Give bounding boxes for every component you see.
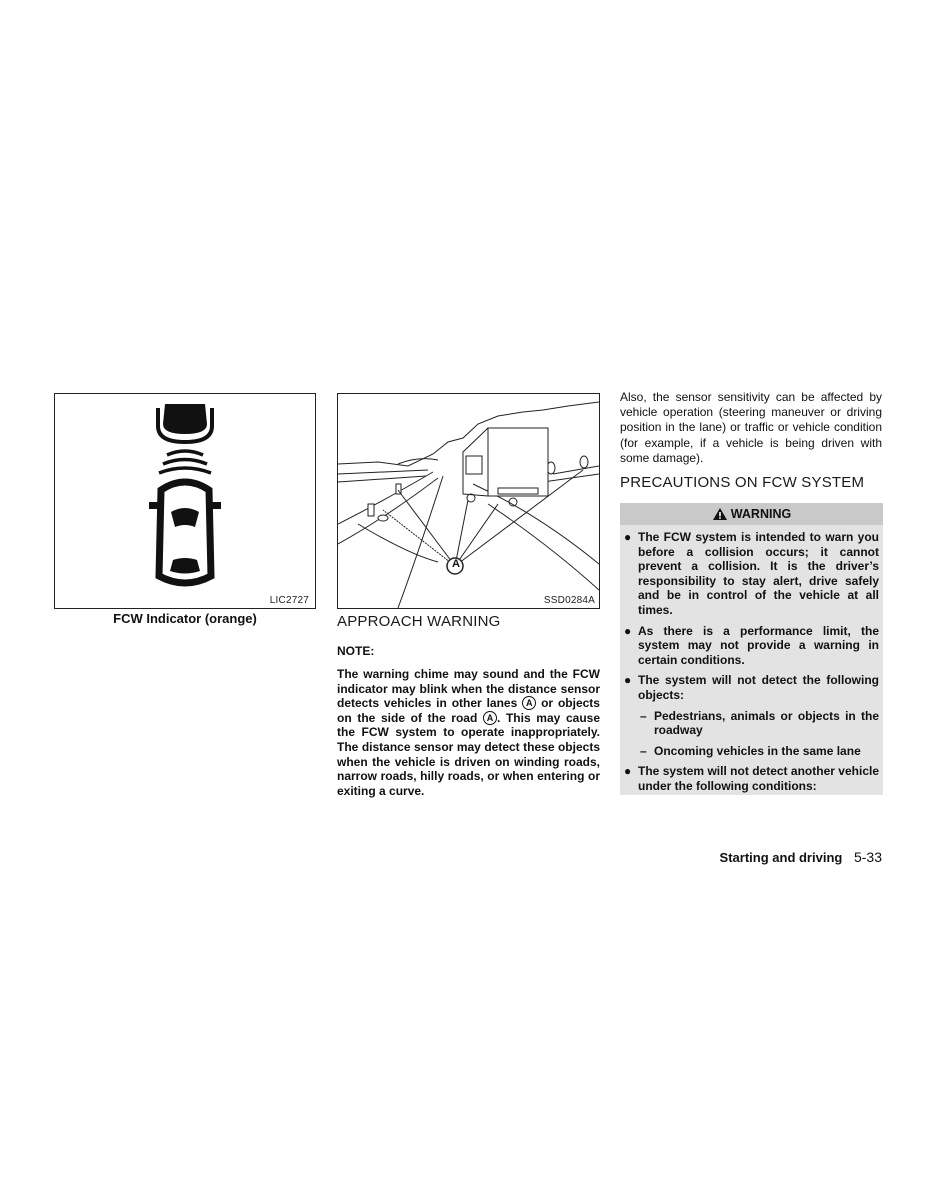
approach-warning-figure [337, 393, 600, 609]
approach-note-text [337, 667, 600, 798]
warning-header [620, 503, 883, 525]
marker-a-symbol: A [522, 696, 536, 710]
bullet-text: As there is a performance limit, the system may not provide a warning in certain conditions. [638, 623, 879, 667]
precautions-heading: PRECAUTIONS ON FCW SYSTEM [620, 474, 865, 491]
bullet-glyph: ● [624, 623, 632, 638]
sub-bullet-text: Oncoming vehicles in the same lane [654, 743, 861, 758]
bullet-text: The system will not detect another vehicle under the following conditions: [638, 764, 879, 793]
dash-glyph: – [640, 743, 647, 758]
dash-glyph: – [640, 708, 647, 723]
figure-code: LIC2727 [269, 595, 309, 606]
figure-code: SSD0284A [543, 595, 595, 606]
fcw-indicator-icon [55, 394, 315, 608]
sensor-sensitivity-paragraph: Also, the sensor sensitivity can be affected by vehicle operation (steering maneuver or driving position in the lane) or traffic or vehicle condition (for example, if a vehicle is being driven with some damage). [620, 390, 882, 465]
road-scene-illustration [338, 394, 599, 608]
warning-bullet [620, 624, 883, 668]
warning-sub-bullet [620, 709, 883, 738]
page-footer [720, 849, 882, 865]
bullet-text: The FCW system is intended to warn you before a collision occurs; it cannot prevent a collision. It is the driver’s responsibility to stay alert, drive safely and be in control of the vehicle at all times. [638, 530, 879, 617]
sub-bullet-text: Pedestrians, animals or objects in the roadway [654, 708, 879, 738]
bullet-glyph: ● [624, 673, 632, 688]
bullet-glyph: ● [624, 530, 632, 544]
bullet-glyph: ● [624, 764, 632, 779]
warning-bullet [620, 764, 883, 793]
warning-bullet [620, 673, 883, 702]
section-title: Starting and driving [719, 850, 843, 865]
warning-bullet [620, 530, 883, 618]
warning-box [620, 503, 883, 795]
note-text-part2: or objects on the side of the road [337, 696, 600, 725]
warning-triangle-icon [712, 507, 728, 521]
warning-sub-bullet [620, 744, 883, 759]
approach-warning-heading: APPROACH WARNING [337, 613, 501, 630]
note-label: NOTE: [337, 644, 375, 658]
note-text-part3: . This may cause the FCW system to operate inappropriately. The distance sensor may detect these objects when the vehicle is driven on winding roads, narrow roads, hilly roads, or when entering or exiting a curve. [337, 710, 601, 798]
fcw-indicator-figure [54, 393, 316, 609]
note-text-part1: The warning chime may sound and the FCW indicator may blink when the distance sensor detects vehicles in other lanes [337, 667, 600, 711]
page-number: 5-33 [853, 849, 882, 865]
warning-title: WARNING [730, 507, 792, 521]
marker-a-label: A [452, 558, 460, 570]
bullet-text: The system will not detect the following objects: [638, 673, 879, 702]
marker-a-symbol: A [483, 711, 497, 725]
figure-caption: FCW Indicator (orange) [113, 611, 257, 626]
